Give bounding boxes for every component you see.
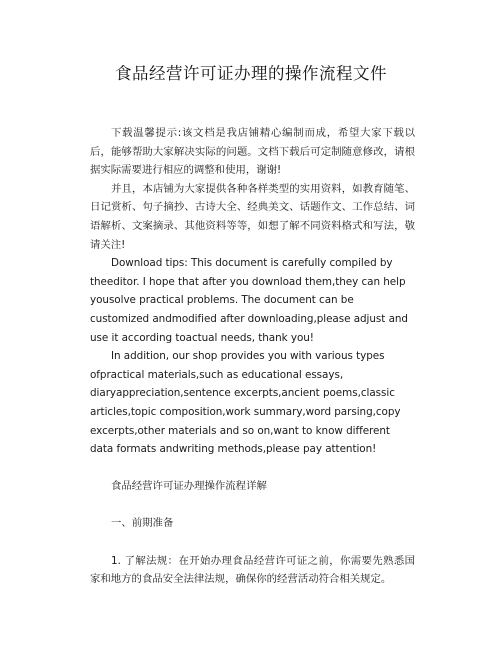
download-tip-chinese: 下载温馨提示:该文档是我店铺精心编制而成，希望大家下载以后，能够帮助大家解决实际的问题。文档下载后可定制随意修改，请根据实际需要进行相应的调整和使用，谢谢! <box>90 127 415 177</box>
section-heading-preparation: 一、前期准备 <box>111 517 174 530</box>
document-title: 食品经营许可证办理的操作流程文件 <box>115 64 387 83</box>
shop-notice-english: In addition, our shop provides you with various types ofpractical materials,such as educational essays, diaryappreciation,sentence excerpts,ancient poems,classic articles,topic composition,work summary,word parsing,copy excerpts,other materials and so on,want to know different data formats andwriting methods,please pay attention! <box>90 350 401 456</box>
shop-notice-chinese: 并且，本店铺为大家提供各种各样类型的实用资料，如教育随笔、日记赏析、句子摘抄、古诗大全、经典美文、话题作文、工作总结、词语解析、文案摘录、其他资料等等，如想了解不同资料格式和写法，敬请关注! <box>90 182 415 251</box>
section-subtitle: 食品经营许可证办理操作流程详解 <box>111 480 267 493</box>
list-item-regulations: 1. 了解法规：在开始办理食品经营许可证之前，你需要先熟悉国家和地方的食品安全法律法规，确保你的经营活动符合相关规定。 <box>90 554 415 586</box>
document-body <box>90 124 415 589</box>
download-tip-english: Download tips: This document is carefully compiled by theeditor. I hope that after you download them,they can help yousolve practical problems. The document can be customized andmodified after downloading,please adjust and use it according toactual needs, thank you! <box>90 257 408 344</box>
